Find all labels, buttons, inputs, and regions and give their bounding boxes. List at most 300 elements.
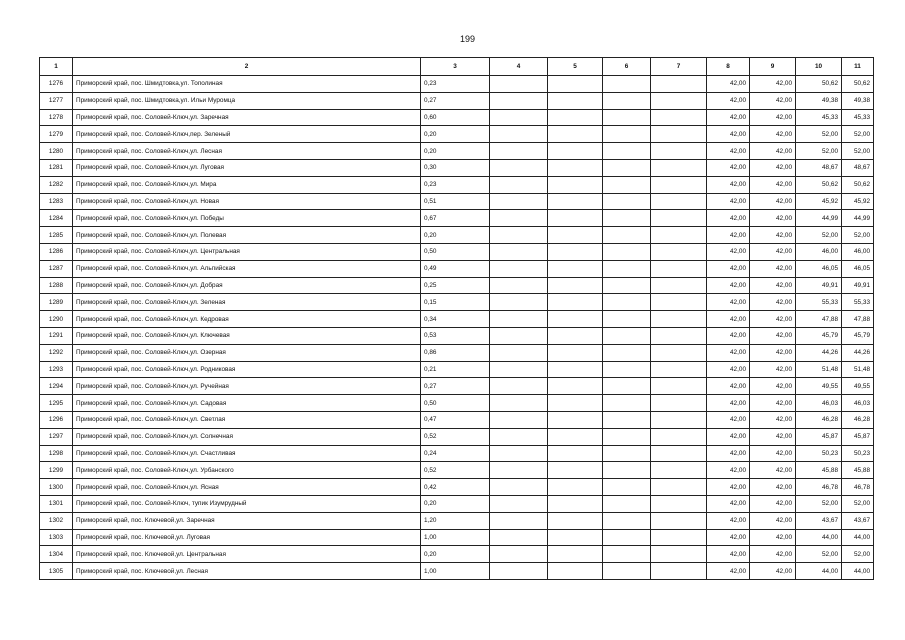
address-cell: Приморский край, пос. Соловей-Ключ,ул. Ручейная	[73, 378, 421, 395]
col4-cell	[490, 243, 548, 260]
row-number-cell: 1285	[40, 227, 73, 244]
address-cell: Приморский край, пос. Соловей-Ключ,ул. Лесная	[73, 143, 421, 160]
col8-cell: 42,00	[707, 126, 750, 143]
col3-cell: 0,49	[421, 260, 490, 277]
col4-cell	[490, 126, 548, 143]
col10-cell: 52,00	[796, 126, 842, 143]
col7-cell	[651, 176, 707, 193]
col7-cell	[651, 243, 707, 260]
col3-cell: 0,34	[421, 311, 490, 328]
col9-cell: 42,00	[750, 176, 796, 193]
row-number-cell: 1292	[40, 344, 73, 361]
table-row	[40, 294, 874, 311]
col8-cell: 42,00	[707, 143, 750, 160]
col7-cell	[651, 327, 707, 344]
col6-cell	[603, 529, 651, 546]
col11-cell: 46,28	[842, 411, 874, 428]
col4-cell	[490, 512, 548, 529]
address-cell: Приморский край, пос. Соловей-Ключ,ул. Ясная	[73, 479, 421, 496]
table-row	[40, 227, 874, 244]
table-row	[40, 260, 874, 277]
col4-cell	[490, 92, 548, 109]
col11-cell: 49,91	[842, 277, 874, 294]
address-cell: Приморский край, пос. Соловей-Ключ,ул. Солнечная	[73, 428, 421, 445]
col4-cell	[490, 395, 548, 412]
col9-cell: 42,00	[750, 159, 796, 176]
col4-cell	[490, 546, 548, 563]
table-row	[40, 361, 874, 378]
col9-cell: 42,00	[750, 227, 796, 244]
address-cell: Приморский край, пос. Ключевой,ул. Заречная	[73, 512, 421, 529]
table-row	[40, 529, 874, 546]
col6-cell	[603, 143, 651, 160]
row-number-cell: 1279	[40, 126, 73, 143]
col6-cell	[603, 227, 651, 244]
col3-cell: 0,30	[421, 159, 490, 176]
table-row	[40, 546, 874, 563]
col10-cell: 49,38	[796, 92, 842, 109]
col10-cell: 49,91	[796, 277, 842, 294]
col6-cell	[603, 193, 651, 210]
col11-cell: 44,99	[842, 210, 874, 227]
col8-cell: 42,00	[707, 563, 750, 580]
table-row	[40, 495, 874, 512]
col9-cell: 42,00	[750, 529, 796, 546]
col4-cell	[490, 260, 548, 277]
col6-cell	[603, 243, 651, 260]
col4-cell	[490, 361, 548, 378]
col9-cell: 42,00	[750, 76, 796, 93]
col7-cell	[651, 529, 707, 546]
col10-cell: 49,55	[796, 378, 842, 395]
col7-cell	[651, 361, 707, 378]
header-cell: 9	[750, 58, 796, 76]
address-cell: Приморский край, пос. Ключевой,ул. Лесная	[73, 563, 421, 580]
col11-cell: 45,33	[842, 109, 874, 126]
col4-cell	[490, 311, 548, 328]
col5-cell	[548, 361, 603, 378]
col4-cell	[490, 193, 548, 210]
col7-cell	[651, 445, 707, 462]
col10-cell: 47,88	[796, 311, 842, 328]
col4-cell	[490, 210, 548, 227]
col6-cell	[603, 428, 651, 445]
col11-cell: 46,78	[842, 479, 874, 496]
table-row	[40, 445, 874, 462]
col4-cell	[490, 378, 548, 395]
col10-cell: 45,79	[796, 327, 842, 344]
col9-cell: 42,00	[750, 277, 796, 294]
col9-cell: 42,00	[750, 143, 796, 160]
col7-cell	[651, 311, 707, 328]
col11-cell: 49,38	[842, 92, 874, 109]
col5-cell	[548, 327, 603, 344]
col5-cell	[548, 546, 603, 563]
row-number-cell: 1303	[40, 529, 73, 546]
col7-cell	[651, 193, 707, 210]
col3-cell: 0,52	[421, 462, 490, 479]
col3-cell: 0,60	[421, 109, 490, 126]
col8-cell: 42,00	[707, 311, 750, 328]
col3-cell: 0,23	[421, 176, 490, 193]
col11-cell: 45,92	[842, 193, 874, 210]
address-cell: Приморский край, пос. Соловей-Ключ,ул. Луговая	[73, 159, 421, 176]
col10-cell: 48,67	[796, 159, 842, 176]
col5-cell	[548, 294, 603, 311]
row-number-cell: 1300	[40, 479, 73, 496]
address-cell: Приморский край, пос. Соловей-Ключ,ул. Родниковая	[73, 361, 421, 378]
col7-cell	[651, 495, 707, 512]
row-number-cell: 1286	[40, 243, 73, 260]
header-cell: 5	[548, 58, 603, 76]
col11-cell: 44,26	[842, 344, 874, 361]
row-number-cell: 1276	[40, 76, 73, 93]
col4-cell	[490, 327, 548, 344]
table-row	[40, 344, 874, 361]
col4-cell	[490, 143, 548, 160]
col7-cell	[651, 462, 707, 479]
address-cell: Приморский край, пос. Соловей-Ключ,ул. Зеленая	[73, 294, 421, 311]
col6-cell	[603, 512, 651, 529]
col6-cell	[603, 76, 651, 93]
col3-cell: 0,20	[421, 495, 490, 512]
col3-cell: 1,00	[421, 563, 490, 580]
col10-cell: 46,78	[796, 479, 842, 496]
col3-cell: 0,20	[421, 546, 490, 563]
col11-cell: 49,55	[842, 378, 874, 395]
col5-cell	[548, 512, 603, 529]
col5-cell	[548, 210, 603, 227]
col6-cell	[603, 344, 651, 361]
col7-cell	[651, 428, 707, 445]
col6-cell	[603, 126, 651, 143]
col7-cell	[651, 546, 707, 563]
col4-cell	[490, 428, 548, 445]
col8-cell: 42,00	[707, 445, 750, 462]
col7-cell	[651, 227, 707, 244]
col5-cell	[548, 92, 603, 109]
col8-cell: 42,00	[707, 512, 750, 529]
header-cell: 7	[651, 58, 707, 76]
address-cell: Приморский край, пос. Ключевой,ул. Луговая	[73, 529, 421, 546]
col3-cell: 0,15	[421, 294, 490, 311]
col3-cell: 0,50	[421, 243, 490, 260]
col10-cell: 45,33	[796, 109, 842, 126]
col7-cell	[651, 294, 707, 311]
col9-cell: 42,00	[750, 445, 796, 462]
col6-cell	[603, 378, 651, 395]
col8-cell: 42,00	[707, 495, 750, 512]
col10-cell: 52,00	[796, 227, 842, 244]
col4-cell	[490, 227, 548, 244]
col9-cell: 42,00	[750, 344, 796, 361]
col4-cell	[490, 294, 548, 311]
col3-cell: 0,86	[421, 344, 490, 361]
col11-cell: 45,87	[842, 428, 874, 445]
address-cell: Приморский край, пос. Соловей-Ключ, тупик Изумрудный	[73, 495, 421, 512]
header-cell: 2	[73, 58, 421, 76]
table-row	[40, 76, 874, 93]
col11-cell: 46,00	[842, 243, 874, 260]
row-number-cell: 1281	[40, 159, 73, 176]
col6-cell	[603, 495, 651, 512]
address-cell: Приморский край, пос. Шмидтовка,ул. Тополиная	[73, 76, 421, 93]
col4-cell	[490, 529, 548, 546]
col9-cell: 42,00	[750, 210, 796, 227]
col5-cell	[548, 176, 603, 193]
col5-cell	[548, 109, 603, 126]
data-table	[39, 57, 874, 580]
col5-cell	[548, 479, 603, 496]
col8-cell: 42,00	[707, 529, 750, 546]
col8-cell: 42,00	[707, 227, 750, 244]
address-cell: Приморский край, пос. Соловей-Ключ,ул. Садовая	[73, 395, 421, 412]
col8-cell: 42,00	[707, 479, 750, 496]
col10-cell: 45,92	[796, 193, 842, 210]
col5-cell	[548, 277, 603, 294]
table-row	[40, 428, 874, 445]
col5-cell	[548, 563, 603, 580]
col8-cell: 42,00	[707, 327, 750, 344]
table-row	[40, 109, 874, 126]
col9-cell: 42,00	[750, 294, 796, 311]
col4-cell	[490, 462, 548, 479]
table-row	[40, 193, 874, 210]
col6-cell	[603, 395, 651, 412]
col11-cell: 48,67	[842, 159, 874, 176]
table-row	[40, 563, 874, 580]
col9-cell: 42,00	[750, 479, 796, 496]
col11-cell: 52,00	[842, 126, 874, 143]
col11-cell: 52,00	[842, 143, 874, 160]
address-cell: Приморский край, пос. Соловей-Ключ,ул. Кедровая	[73, 311, 421, 328]
table-row	[40, 176, 874, 193]
col7-cell	[651, 210, 707, 227]
col9-cell: 42,00	[750, 395, 796, 412]
col6-cell	[603, 563, 651, 580]
col8-cell: 42,00	[707, 462, 750, 479]
col5-cell	[548, 260, 603, 277]
col8-cell: 42,00	[707, 294, 750, 311]
col3-cell: 0,27	[421, 378, 490, 395]
col11-cell: 45,79	[842, 327, 874, 344]
col6-cell	[603, 159, 651, 176]
table-row	[40, 311, 874, 328]
col8-cell: 42,00	[707, 76, 750, 93]
col5-cell	[548, 445, 603, 462]
col4-cell	[490, 411, 548, 428]
col11-cell: 50,62	[842, 76, 874, 93]
col10-cell: 44,99	[796, 210, 842, 227]
col6-cell	[603, 294, 651, 311]
col8-cell: 42,00	[707, 344, 750, 361]
col6-cell	[603, 311, 651, 328]
row-number-cell: 1296	[40, 411, 73, 428]
col10-cell: 52,00	[796, 546, 842, 563]
col9-cell: 42,00	[750, 311, 796, 328]
col10-cell: 51,48	[796, 361, 842, 378]
col3-cell: 0,53	[421, 327, 490, 344]
row-number-cell: 1297	[40, 428, 73, 445]
col9-cell: 42,00	[750, 378, 796, 395]
col9-cell: 42,00	[750, 109, 796, 126]
col8-cell: 42,00	[707, 361, 750, 378]
col3-cell: 0,25	[421, 277, 490, 294]
col7-cell	[651, 411, 707, 428]
col9-cell: 42,00	[750, 126, 796, 143]
col7-cell	[651, 277, 707, 294]
col7-cell	[651, 563, 707, 580]
col9-cell: 42,00	[750, 512, 796, 529]
col7-cell	[651, 395, 707, 412]
table-row	[40, 327, 874, 344]
col11-cell: 50,62	[842, 176, 874, 193]
address-cell: Приморский край, пос. Соловей-Ключ,пер. Зеленый	[73, 126, 421, 143]
col4-cell	[490, 563, 548, 580]
row-number-cell: 1305	[40, 563, 73, 580]
row-number-cell: 1295	[40, 395, 73, 412]
col10-cell: 52,00	[796, 495, 842, 512]
header-cell: 6	[603, 58, 651, 76]
col7-cell	[651, 92, 707, 109]
row-number-cell: 1301	[40, 495, 73, 512]
col4-cell	[490, 109, 548, 126]
col5-cell	[548, 243, 603, 260]
row-number-cell: 1283	[40, 193, 73, 210]
col8-cell: 42,00	[707, 176, 750, 193]
row-number-cell: 1278	[40, 109, 73, 126]
col3-cell: 0,51	[421, 193, 490, 210]
col6-cell	[603, 445, 651, 462]
address-cell: Приморский край, пос. Соловей-Ключ,ул. Ключевая	[73, 327, 421, 344]
col4-cell	[490, 344, 548, 361]
col11-cell: 55,33	[842, 294, 874, 311]
page-number: 199	[459, 34, 476, 44]
address-cell: Приморский край, пос. Соловей-Ключ,ул. Добрая	[73, 277, 421, 294]
col10-cell: 55,33	[796, 294, 842, 311]
col6-cell	[603, 546, 651, 563]
col6-cell	[603, 361, 651, 378]
col10-cell: 46,03	[796, 395, 842, 412]
col8-cell: 42,00	[707, 243, 750, 260]
col9-cell: 42,00	[750, 411, 796, 428]
col9-cell: 42,00	[750, 361, 796, 378]
address-cell: Приморский край, пос. Соловей-Ключ,ул. Мира	[73, 176, 421, 193]
col8-cell: 42,00	[707, 277, 750, 294]
address-cell: Приморский край, пос. Шмидтовка,ул. Ильи Муромца	[73, 92, 421, 109]
col5-cell	[548, 311, 603, 328]
table-row	[40, 395, 874, 412]
col7-cell	[651, 76, 707, 93]
col4-cell	[490, 277, 548, 294]
row-number-cell: 1294	[40, 378, 73, 395]
col7-cell	[651, 378, 707, 395]
col6-cell	[603, 277, 651, 294]
col9-cell: 42,00	[750, 428, 796, 445]
row-number-cell: 1287	[40, 260, 73, 277]
row-number-cell: 1290	[40, 311, 73, 328]
col4-cell	[490, 159, 548, 176]
col3-cell: 0,24	[421, 445, 490, 462]
col11-cell: 51,48	[842, 361, 874, 378]
col4-cell	[490, 176, 548, 193]
col10-cell: 50,62	[796, 176, 842, 193]
col9-cell: 42,00	[750, 495, 796, 512]
table-row	[40, 210, 874, 227]
col4-cell	[490, 479, 548, 496]
col10-cell: 43,67	[796, 512, 842, 529]
table-row	[40, 159, 874, 176]
address-cell: Приморский край, пос. Соловей-Ключ,ул. Новая	[73, 193, 421, 210]
col7-cell	[651, 260, 707, 277]
col6-cell	[603, 327, 651, 344]
col4-cell	[490, 76, 548, 93]
row-number-cell: 1289	[40, 294, 73, 311]
col6-cell	[603, 210, 651, 227]
col10-cell: 50,62	[796, 76, 842, 93]
row-number-cell: 1280	[40, 143, 73, 160]
col5-cell	[548, 159, 603, 176]
col3-cell: 0,27	[421, 92, 490, 109]
table-row	[40, 479, 874, 496]
table-row	[40, 462, 874, 479]
col8-cell: 42,00	[707, 260, 750, 277]
row-number-cell: 1277	[40, 92, 73, 109]
col11-cell: 44,00	[842, 563, 874, 580]
row-number-cell: 1299	[40, 462, 73, 479]
col8-cell: 42,00	[707, 378, 750, 395]
col6-cell	[603, 462, 651, 479]
col8-cell: 42,00	[707, 92, 750, 109]
address-cell: Приморский край, пос. Соловей-Ключ,ул. Светлая	[73, 411, 421, 428]
col11-cell: 46,05	[842, 260, 874, 277]
col3-cell: 0,52	[421, 428, 490, 445]
col7-cell	[651, 109, 707, 126]
col8-cell: 42,00	[707, 193, 750, 210]
col11-cell: 50,23	[842, 445, 874, 462]
col10-cell: 44,00	[796, 529, 842, 546]
row-number-cell: 1291	[40, 327, 73, 344]
col3-cell: 0,67	[421, 210, 490, 227]
address-cell: Приморский край, пос. Соловей-Ключ,ул. Озерная	[73, 344, 421, 361]
col6-cell	[603, 176, 651, 193]
row-number-cell: 1298	[40, 445, 73, 462]
col5-cell	[548, 227, 603, 244]
col10-cell: 45,87	[796, 428, 842, 445]
col10-cell: 44,00	[796, 563, 842, 580]
col10-cell: 46,05	[796, 260, 842, 277]
col5-cell	[548, 428, 603, 445]
header-cell: 11	[842, 58, 874, 76]
address-cell: Приморский край, пос. Соловей-Ключ,ул. Урбанского	[73, 462, 421, 479]
col9-cell: 42,00	[750, 260, 796, 277]
col5-cell	[548, 462, 603, 479]
row-number-cell: 1304	[40, 546, 73, 563]
col9-cell: 42,00	[750, 546, 796, 563]
col5-cell	[548, 411, 603, 428]
table-row	[40, 143, 874, 160]
col11-cell: 52,00	[842, 227, 874, 244]
row-number-cell: 1282	[40, 176, 73, 193]
table-row	[40, 378, 874, 395]
col5-cell	[548, 126, 603, 143]
col3-cell: 0,20	[421, 126, 490, 143]
table-row	[40, 512, 874, 529]
address-cell: Приморский край, пос. Соловей-Ключ,ул. Центральная	[73, 243, 421, 260]
col11-cell: 47,88	[842, 311, 874, 328]
col7-cell	[651, 159, 707, 176]
col7-cell	[651, 143, 707, 160]
